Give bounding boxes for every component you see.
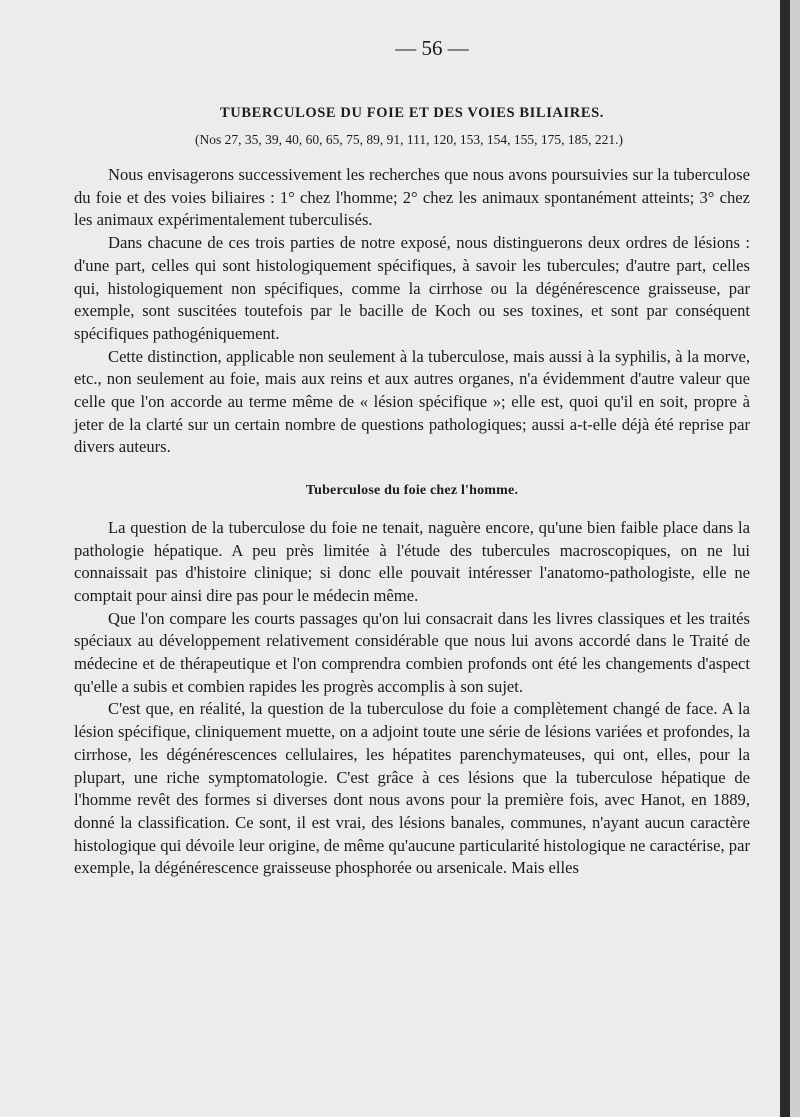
reference-list: (Nos 27, 35, 39, 40, 60, 65, 75, 89, 91, 111, 120, 153, 154, 155, 175, 185, 221.) [195, 132, 623, 147]
paragraph: Cette distinction, applicable non seulement à la tuberculose, mais aussi à la syphilis, à la morve, etc., non seulement au foie, mais aux reins et aux autres organes, n'a évidemment d'autre valeur que celle que l'on accorde au terme même de « lésion spécifique »; elle est, quoi qu'il en soit, propre à jeter de la clarté sur un certain nombre de questions pathologiques; aussi a-t-elle déjà été reprise par divers auteurs. [74, 346, 750, 457]
paragraph: Que l'on compare les courts passages qu'on lui consacrait dans les livres classiques et les traités spéciaux au développement relativement considérable que nous lui avons accordé dans le Traité de médecine et de thérapeutique et l'on comprendra combien profonds ont été les changements d'aspect qu'elle a subis et combien rapides les progrès accomplis à son sujet. [74, 608, 750, 696]
subheading: Tuberculose du foie chez l'homme. [305, 483, 519, 499]
paragraph: C'est que, en réalité, la question de la tuberculose du foie a complètement changé de face. A la lésion spécifique, cliniquement muette, on a adjoint toute une série de lésions variées et profondes, la cirrhose, les dégénérescences cellulaires, les hépatites parenchymateuses, qui ont, elles, pour la plupart, une riche symptomatologie. C'est grâce à ces lésions que la tuberculose hépatique de l'homme revêt des formes si diverses dont nous avons pour la première fois, avec Hanot, en 1889, donné la classification. Ce sont, il est vrai, des lésions banales, communes, n'ayant aucun caractère histologique qui dévoile leur origine, de même qu'aucune particularité histologique ne caractérise, par exemple, la dégénérescence graisseuse phosphorée ou arsenicale. Mais elles [74, 699, 750, 878]
paragraph: Dans chacune de ces trois parties de notre exposé, nous distinguerons deux ordres de lésions : d'une part, celles qui sont histologiquement spécifiques, à savoir les tubercules; d'autre part, celles qui, histologiquement non spécifiques, comme la cirrhose ou la dégénérescence graisseuse, par exemple, sont suscitées toutefois par le bacille de Koch ou ses toxines, et sont par conséquent spécifiques pathogéniquement. [74, 233, 750, 343]
page-number: — 56 — [395, 36, 469, 60]
section-title: TUBERCULOSE DU FOIE ET DES VOIES BILIAIRES. [220, 105, 604, 121]
paragraph: La question de la tuberculose du foie ne tenait, naguère encore, qu'une bien faible place dans la pathologie hépatique. A peu près limitée à l'étude des tubercules macroscopiques, on ne lui connaissait pas d'histoire clinique; si donc elle pouvait intéresser l'anatomo-pathologiste, elle ne comptait pour ainsi dire pas pour le médecin même. [74, 517, 750, 605]
paragraph: Nous envisagerons successivement les recherches que nous avons poursuivies sur la tuberculose du foie et des voies biliaires : 1° chez l'homme; 2° chez les animaux spontanément atteints; 3° chez les animaux expérimentalement tuberculisés. [74, 165, 750, 230]
page-edge-shadow [780, 0, 790, 1117]
body-text [74, 164, 750, 880]
